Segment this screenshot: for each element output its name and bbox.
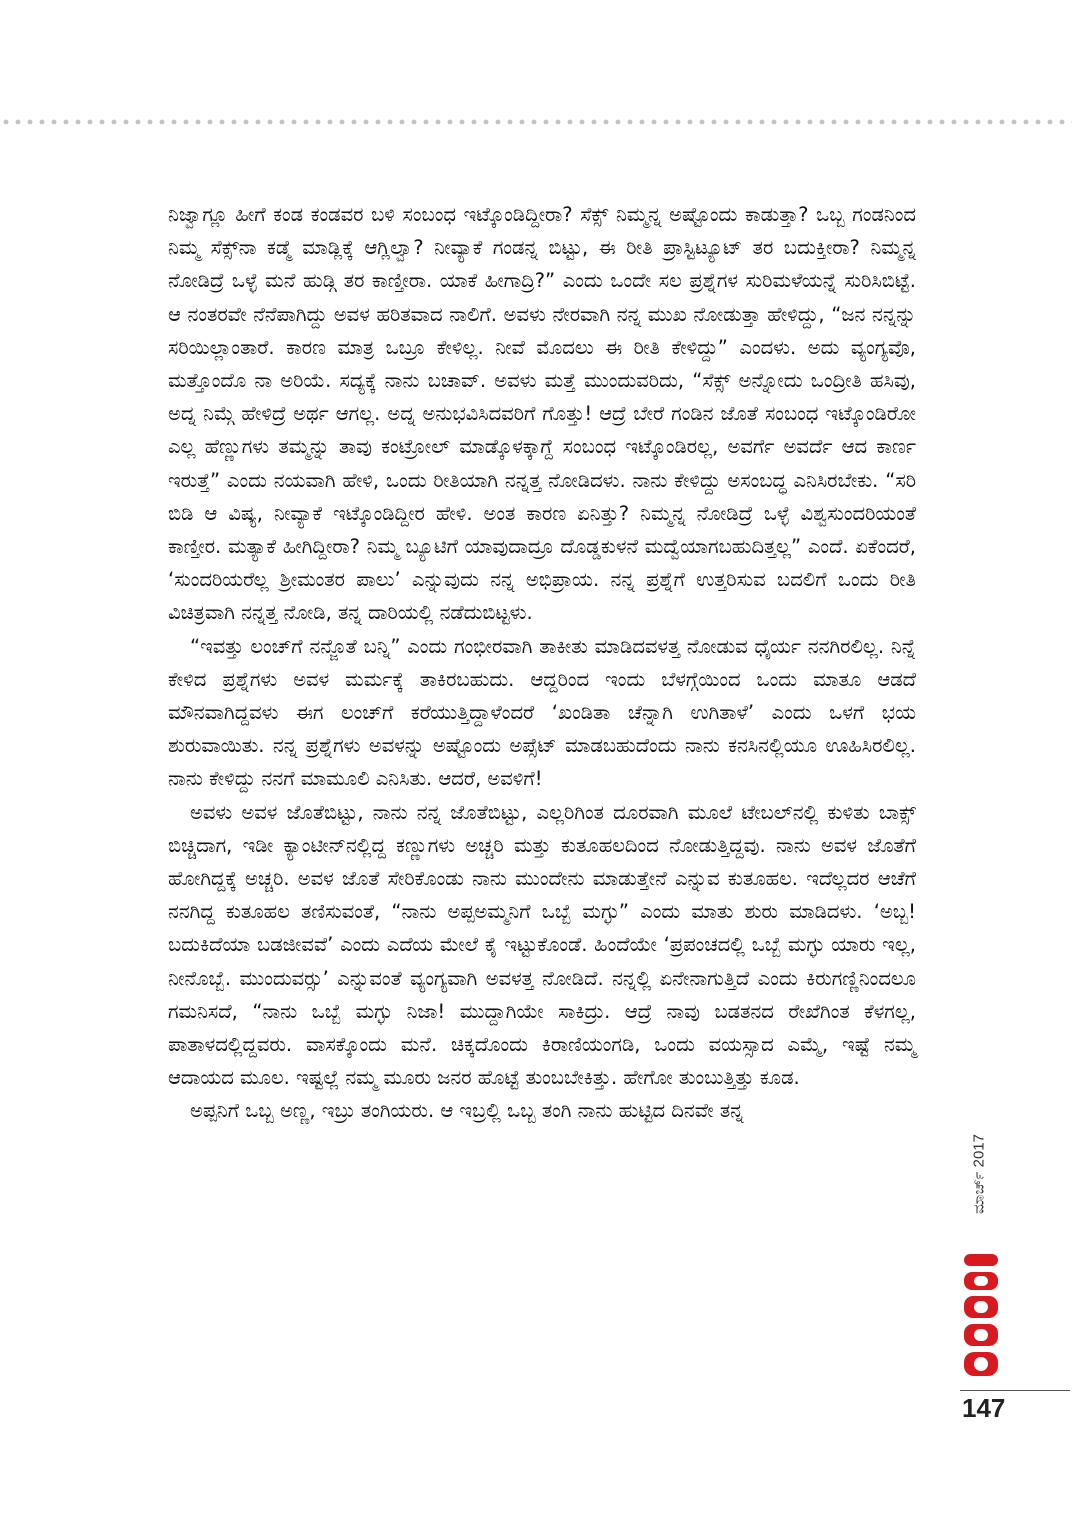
article-paragraph: ನಿಜ್ವಾಗ್ಲೂ ಹೀಗೆ ಕಂಡ ಕಂಡವರ ಬಳಿ ಸಂಬಂಧ ಇಟ್ಕೊಂಡಿದ್ದೀರಾ? ಸೆಕ್ಸ್ ನಿಮ್ಮನ್ನ ಅಷ್ಟೊಂದು ಕಾಡುತ್ತಾ? ಒಬ್ಬ ಗಂಡನಿಂದ ನಿಮ್ಮ ಸೆಕ್ಸ್‌ನಾ ಕಡ್ಮೆ ಮಾಡ್ಲಿಕ್ಕೆ ಆಗ್ಲಿಲ್ವಾ? ನೀವ್ಯಾಕೆ ಗಂಡನ್ನ ಬಿಟ್ಟು, ಈ ರೀತಿ ಪ್ರಾಸ್ಟಿಟ್ಯೂಟ್ ತರ ಬದುಕ್ತೀರಾ? ನಿಮ್ಮನ್ನ ನೋಡಿದ್ರೆ ಒಳ್ಳೆ ಮನೆ ಹುಡ್ಗಿ ತರ ಕಾಣ್ತೀರಾ. ಯಾಕೆ ಹೀಗಾದ್ರಿ?” ಎಂದು ಒಂದೇ ಸಲ ಪ್ರಶ್ನೆಗಳ ಸುರಿಮಳೆಯನ್ನೆ ಸುರಿಸಿಬಿಟ್ಟೆ. ಆ ನಂತರವೇ ನೆನೆಪಾಗಿದ್ದು ಅವಳ ಹರಿತವಾದ ನಾಲಿಗೆ. ಅವಳು ನೇರವಾಗಿ ನನ್ನ ಮುಖ ನೋಡುತ್ತಾ ಹೇಳಿದ್ದು, “ಜನ ನನ್ನನ್ನು ಸರಿಯಿಲ್ಲಾಂತಾರೆ. ಕಾರಣ ಮಾತ್ರ ಒಬ್ರೂ ಕೇಳಿಲ್ಲ. ನೀವೆ ಮೊದಲು ಈ ರೀತಿ ಕೇಳಿದ್ದು” ಎಂದಳು. ಅದು ವ್ಯಂಗ್ಯವೊ, ಮತ್ತೊಂದೊ ನಾ ಅರಿಯೆ. ಸದ್ಯಕ್ಕೆ ನಾನು ಬಚಾವ್. ಅವಳು ಮತ್ತೆ ಮುಂದುವರಿದು, “ಸೆಕ್ಸ್ ಅನ್ನೋದು ಒಂದ್ರೀತಿ ಹಸಿವು, ಅದ್ನ ನಿಮ್ಗೆ ಹೇಳಿದ್ರೆ ಅರ್ಥ ಆಗಲ್ಲ. ಅದ್ನ ಅನುಭವಿಸಿದವರಿಗೆ ಗೊತ್ತು! ಆದ್ರೆ ಬೇರೆ ಗಂಡಿನ ಜೊತೆ ಸಂಬಂಧ ಇಟ್ಕೊಂಡಿರೋ ಎಲ್ಲ ಹೆಣ್ಣುಗಳು ತಮ್ಮನ್ನು ತಾವು ಕಂಟ್ರೋಲ್ ಮಾಡ್ಕೊಳಕ್ಕಾಗ್ದೆ ಸಂಬಂಧ ಇಟ್ಕೊಂಡಿರಲ್ಲ, ಅವರ್ಗೆ ಅವರ್ದೆ ಆದ ಕಾರ್ಣ ಇರುತ್ತೆ” ಎಂದು ನಯವಾಗಿ ಹೇಳಿ, ಒಂದು ರೀತಿಯಾಗಿ ನನ್ನತ್ತ ನೋಡಿದಳು. ನಾನು ಕೇಳಿದ್ದು ಅಸಂಬದ್ಧ ಎನಿಸಿರಬೇಕು. “ಸರಿ ಬಿಡಿ ಆ ವಿಷ್ಯ, ನೀವ್ಯಾಕೆ ಇಟ್ಕೊಂಡಿದ್ದೀರ ಹೇಳಿ. ಅಂತ ಕಾರಣ ಏನಿತ್ತು? ನಿಮ್ಮನ್ನ ನೋಡಿದ್ರೆ ಒಳ್ಳೆ ವಿಶ್ವಸುಂದರಿಯಂತೆ ಕಾಣ್ತೀರ. ಮತ್ಯಾಕೆ ಹೀಗಿದ್ದೀರಾ? ನಿಮ್ಮ ಬ್ಯೂಟಿಗೆ ಯಾವುದಾದ್ರೂ ದೊಡ್ಡಕುಳನೆ ಮದ್ವೆಯಾಗಬಹುದಿತ್ತಲ್ಲ” ಎಂದೆ. ಏಕೆಂದರೆ, ‘ಸುಂದರಿಯರೆಲ್ಲ ಶ್ರೀಮಂತರ ಪಾಲು’ ಎನ್ನುವುದು ನನ್ನ ಅಭಿಪ್ರಾಯ. ನನ್ನ ಪ್ರಶ್ನೆಗೆ ಉತ್ತರಿಸುವ ಬದಲಿಗೆ ಒಂದು ರೀತಿ ವಿಚಿತ್ರವಾಗಿ ನನ್ನತ್ತ ನೋಡಿ, ತನ್ನ ದಾರಿಯಲ್ಲಿ ನಡೆದುಬಿಟ್ಟಳು.: [168, 203, 916, 625]
article-paragraph: “ಇವತ್ತು ಲಂಚ್‌ಗೆ ನನ್ಜೊತೆ ಬನ್ನಿ” ಎಂದು ಗಂಭೀರವಾಗಿ ತಾಕೀತು ಮಾಡಿದವಳತ್ತ ನೋಡುವ ಧೈರ್ಯ ನನಗಿರಲಿಲ್ಲ. ನಿನ್ನೆ ಕೇಳಿದ ಪ್ರಶ್ನೆಗಳು ಅವಳ ಮರ್ಮಕ್ಕೆ ತಾಕಿರಬಹುದು. ಆದ್ದರಿಂದ ಇಂದು ಬೆಳಗ್ಗೆಯಿಂದ ಒಂದು ಮಾತೂ ಆಡದೆ ಮೌನವಾಗಿದ್ದವಳು ಈಗ ಲಂಚ್‌ಗೆ ಕರೆಯುತ್ತಿದ್ದಾಳೆಂದರೆ ‘ಖಂಡಿತಾ ಚೆನ್ನಾಗಿ ಉಗಿತಾಳೆ’ ಎಂದು ಒಳಗೆ ಭಯ ಶುರುವಾಯಿತು. ನನ್ನ ಪ್ರಶ್ನೆಗಳು ಅವಳನ್ನು ಅಷ್ಟೊಂದು ಅಪ್ಸೆಟ್ ಮಾಡಬಹುದೆಂದು ನಾನು ಕನಸಿನಲ್ಲಿಯೂ ಊಹಿಸಿರಲಿಲ್ಲ. ನಾನು ಕೇಳಿದ್ದು ನನಗೆ ಮಾಮೂಲಿ ಎನಿಸಿತು. ಆದರೆ, ಅವಳಿಗೆ!: [168, 634, 916, 791]
dotted-header-rule: [0, 118, 1072, 126]
magazine-logo: [960, 1250, 1002, 1380]
article-paragraph: ಅವಳು ಅವಳ ಜೊತೆಬಿಟ್ಟು, ನಾನು ನನ್ನ ಜೊತೆಬಿಟ್ಟು, ಎಲ್ಲರಿಗಿಂತ ದೂರವಾಗಿ ಮೂಲೆ ಟೇಬಲ್‌ನಲ್ಲಿ ಕುಳಿತು ಬಾಕ್ಸ್ ಬಿಚ್ಚಿದಾಗ, ಇಡೀ ಕ್ಯಾಂಟೀನ್‌ನಲ್ಲಿದ್ದ ಕಣ್ಣುಗಳು ಅಚ್ಚರಿ ಮತ್ತು ಕುತೂಹಲದಿಂದ ನೋಡುತ್ತಿದ್ದವು. ನಾನು ಅವಳ ಜೊತೆಗೆ ಹೋಗಿದ್ದಕ್ಕೆ ಅಚ್ಚರಿ. ಅವಳ ಜೊತೆ ಸೇರಿಕೊಂಡು ನಾನು ಮುಂದೇನು ಮಾಡುತ್ತೇನೆ ಎನ್ನುವ ಕುತೂಹಲ. ಇದೆಲ್ಲದರ ಆಚೆಗೆ ನನಗಿದ್ದ ಕುತೂಹಲ ತಣಿಸುವಂತೆ, “ನಾನು ಅಪ್ಪಅಮ್ಮನಿಗೆ ಒಬ್ಬೆ ಮಗ್ಳು” ಎಂದು ಮಾತು ಶುರು ಮಾಡಿದಳು. ‘ಅಬ್ಬ! ಬದುಕಿದೆಯಾ ಬಡಜೀವವೆ’ ಎಂದು ಎದೆಯ ಮೇಲೆ ಕೈ ಇಟ್ಟುಕೊಂಡೆ. ಹಿಂದೆಯೇ ‘ಪ್ರಪಂಚದಲ್ಲಿ ಒಬ್ಬೆ ಮಗ್ಳು ಯಾರು ಇಲ್ಲ, ನೀನೊಬ್ಬೆ. ಮುಂದುವರ್‍ಸು’ ಎನ್ನುವಂತೆ ವ್ಯಂಗ್ಯವಾಗಿ ಅವಳತ್ತ ನೋಡಿದೆ. ನನ್ನಲ್ಲಿ ಏನೇನಾಗುತ್ತಿದೆ ಎಂದು ಕಿರುಗಣ್ಣಿನಿಂದಲೂ ಗಮನಿಸದೆ, “ನಾನು ಒಬ್ಬೆ ಮಗ್ಳು ನಿಜಾ! ಮುದ್ದಾಗಿಯೇ ಸಾಕಿದ್ರು. ಆದ್ರೆ ನಾವು ಬಡತನದ ರೇಖೆಗಿಂತ ಕೆಳಗಲ್ಲ, ಪಾತಾಳದಲ್ಲಿದ್ದವರು. ವಾಸಕ್ಕೊಂದು ಮನೆ. ಚಿಕ್ಕದೊಂದು ಕಿರಾಣಿಯಂಗಡಿ, ಒಂದು ವಯಸ್ಸಾದ ಎಮ್ಮೆ, ಇಷ್ಟೆ ನಮ್ಮ ಆದಾಯದ ಮೂಲ. ಇಷ್ಟಲ್ಲೆ ನಮ್ಮ ಮೂರು ಜನರ ಹೊಟ್ಟೆ ತುಂಬಬೇಕಿತ್ತು. ಹೇಗೋ ತುಂಬುತ್ತಿತ್ತು ಕೂಡ.: [168, 800, 916, 1090]
article-paragraph: ಅಪ್ಪನಿಗೆ ಒಬ್ಬ ಅಣ್ಣ, ಇಬ್ರು ತಂಗಿಯರು. ಆ ಇಬ್ರಲ್ಲಿ ಒಬ್ಬ ತಂಗಿ ನಾನು ಹುಟ್ಟಿದ ದಿನವೇ ತನ್ನ: [190, 1099, 744, 1123]
page-number: 147: [962, 1393, 1006, 1423]
article-body: [168, 198, 916, 1128]
issue-date-text: ಮಾರ್ಚ್ 2017: [970, 1134, 988, 1214]
page-number-rule: [960, 1390, 1070, 1391]
issue-date-label: [967, 1108, 991, 1240]
